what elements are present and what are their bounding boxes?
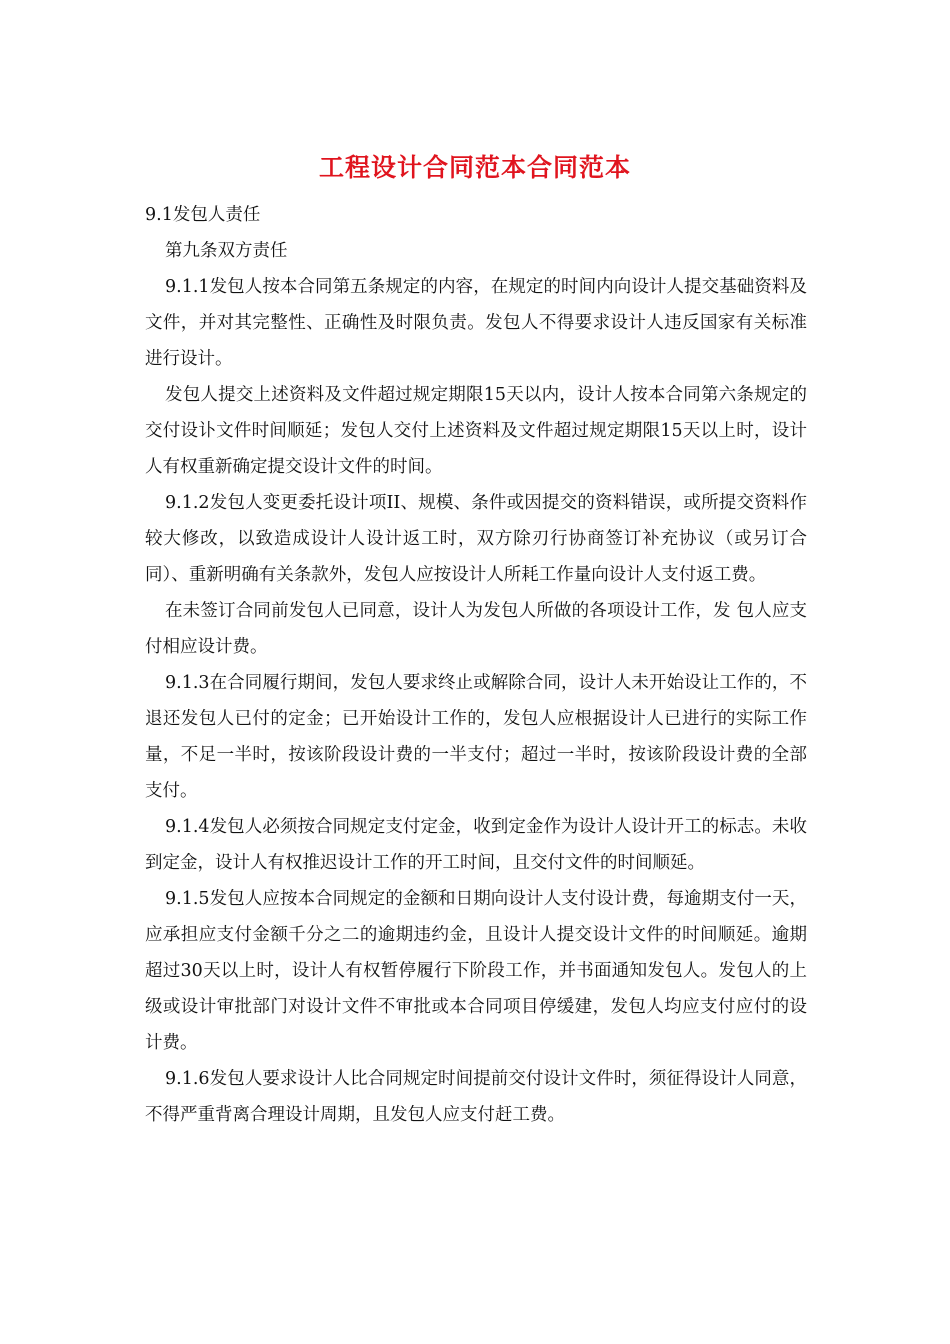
clause-9-1-3: 9.1.3在合同履行期间，发包人要求终止或解除合同，设计人未开始设让工作的，不退还发包人已付的定金；已开始设计工作的，发包人应根据设计人已进行的实际工作量，不足一半时，按该阶段设计费的一半支付；超过一半时，按该阶段设计费的全部支付。 [145, 673, 807, 801]
clause-9-1-1-supplement: 发包人提交上述资料及文件超过规定期限15天以内，设计人按本合同第六条规定的交付设讣文件时间顺延；发包人交付上述资料及文件超过规定期限15天以上时，设计人有权重新确定提交设计文件的时间。 [145, 385, 807, 477]
clause-9-1-4: 9.1.4发包人必须按合同规定支付定金，收到定金作为设计人设计开工的标志。未收到定金，设计人有权推迟设计工作的开工时间，且交付文件的时间顺延。 [145, 817, 807, 873]
section-heading: 9.1发包人责任 [145, 205, 261, 225]
article-heading: 第九条双方责任 [165, 241, 288, 261]
clause-9-1-5: 9.1.5发包人应按本合同规定的金额和日期向设计人支付设计费，每逾期支付一天，应承担应支付金额千分之二的逾期违约金，且设计人提交设计文件的时间顺延。逾期超过30天以上时，设计人有权暂停履行下阶段工作，并书面通知发包人。发包人的上级或设计审批部门对设计文件不审批或本合同项目停缓建，发包人均应支付应付的设计费。 [145, 889, 807, 1053]
clause-9-1-2-supplement: 在未签订合同前发包人已同意，设计人为发包人所做的各项设计工作，发 包人应支付相应设计费。 [145, 601, 807, 657]
clause-9-1-1: 9.1.1发包人按本合同第五条规定的内容，在规定的时间内向设计人提交基础资料及文件，并对其完整性、正确性及时限负责。发包人不得要求设计人违反国家有关标准进行设计。 [145, 277, 807, 369]
document-title: 工程设计合同范本合同范本 [318, 153, 631, 182]
document-body [145, 197, 807, 1133]
clause-9-1-6: 9.1.6发包人要求设计人比合同规定时间提前交付设计文件时，须征得设计人同意，不得严重背离合理设计周期，且发包人应支付赶工费。 [145, 1069, 807, 1125]
clause-9-1-2: 9.1.2发包人变更委托设计项II、规模、条件或因提交的资料错误，或所提交资料作较大修改，以致造成设计人设计返工时，双方除刃行协商签订补充协议（或另订合同）、重新明确有关条款外，发包人应按设计人所耗工作量向设计人支付返工费。 [145, 493, 807, 585]
